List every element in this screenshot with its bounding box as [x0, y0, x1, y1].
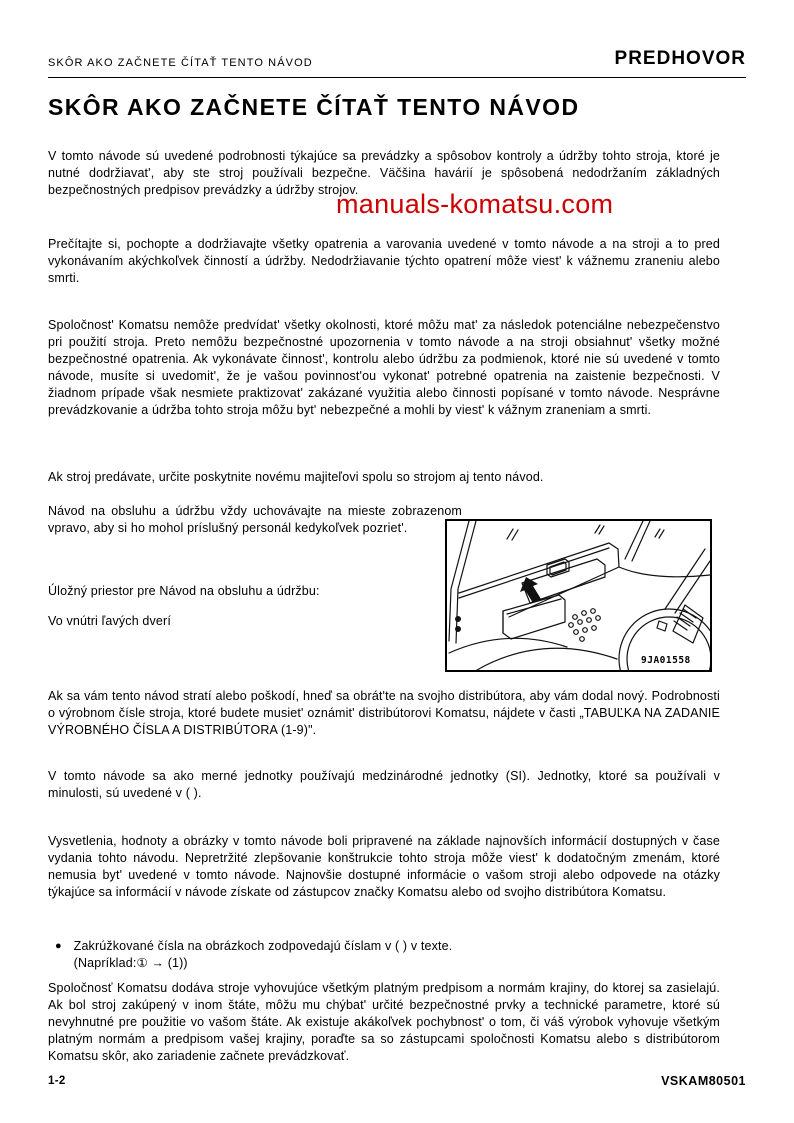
bullet-note [48, 938, 720, 972]
bullet-icon: ● [55, 940, 62, 952]
paragraph-read-warnings: Prečítajte si, pochopte a dodržiavajte všetky opatrenia a varovania uvedené v tomto návode a na stroji a to pred vykonávaním akýchkoľvek činností a údržby. Nedodržiavanie týchto opatrení môže viest' k vážnemu zraneniu alebo smrti. [48, 237, 720, 285]
storage-pointer-arrow-icon [520, 577, 541, 603]
paragraph-explanations: Vysvetlenia, hodnoty a obrázky v tomto návode boli pripravené na základe najnovších informácií dostupných v čase vydania tohto návodu. Nepretržité zlepšovanie konštrukcie tohto stroja môže viest' k dodatočným zmenám, ktoré nemusia byt' uvedené v tomto návode. Najnovšie dostupné informácie o vašom stroji alebo odpovede na otázky týkajúce sa informácií v návode získate od zástupcov značky Komatsu alebo od svojho distribútora Komatsu. [48, 834, 720, 899]
footer-document-code: VSKAM80501 [661, 1074, 746, 1088]
header-section-title: SKÔR AKO ZAČNETE ČÍTAŤ TENTO NÁVOD [48, 57, 313, 69]
watermark-text: manuals-komatsu.com [336, 189, 614, 219]
bullet-text: Zakrúžkované čísla na obrázkoch zodpovedajú číslam v ( ) v texte. [73, 939, 453, 953]
header-chapter-title: PREDHOVOR [614, 48, 746, 69]
page-title: SKÔR AKO ZAČNETE ČÍTAŤ TENTO NÁVOD [48, 94, 580, 120]
bullet-example: (Napríklad:① → (1)) [73, 956, 188, 970]
cab-interior-illustration [447, 521, 710, 670]
paragraph-cannot-predict: Spoločnost' Komatsu nemôže predvídat' všetky okolnosti, ktoré môžu mat' za následok potenciálne nebezpečenstvo pri použití stroja. Preto nemôžu bezpečnostné upozornenia v tomto návode a na stroji obsiahnut' všetky možné bezpečnostné opatrenia. Ak vykonávate činnost', kontrolu alebo údržbu za podmienok, ktoré nie sú uvedené v tomto návode, musíte si uvedomit', že je vašou povinnost'ou vykonat' potrebné opatrenia na zaistenie bezpečnosti. V žiadnom prípade však nesmiete praktizovat' zakázané využitia alebo činnosti popísané v tomto návode. Nesprávne prevádzkovanie a údržba tohto stroja môžu byt' nebezpečné a mohli by viest' k vážnym zraneniam a smrti. [48, 318, 720, 417]
figure-code: 9JA01558 [641, 655, 691, 666]
paragraph-sell-machine: Ak stroj predávate, určite poskytnite novému majiteľovi spolu so strojom aj tento návod. [48, 470, 544, 484]
paragraph-si-units: V tomto návode sa ako merné jednotky používajú medzinárodné jednotky (SI). Jednotky, ktoré sa používali v minulosti, sú uvedené v ( ). [48, 769, 720, 800]
paragraph-regulations: Spoločnosť Komatsu dodáva stroje vyhovujúce všetkým platným predpisom a normám krajiny, do ktorej sa zasielajú. Ak bol stroj zakúpený v inom štáte, môžu mu chýbat' určité bezpečnostné prvky a technické parametre, ktoré sú nevyhnutné pre použitie vo vašom štáte. Ak existuje akákoľvek pochybnost' o tom, či váš výrobok vyhovuje všetkým platným normám a predpisom vašej krajiny, poraďte sa so zástupcami spoločnosti Komatsu alebo s distribútorom Komatsu skôr, ako zariadenie začnete prevádzkovať. [48, 981, 720, 1063]
paragraph-lost-manual: Ak sa vám tento návod stratí alebo poškodí, hneď sa obrát'te na svojho distribútora, aby vám dodal nový. Podrobnosti o výrobnom čísle stroja, ktoré budete musiet' oznámit' distribútorovi Komatsu, nájdete v časti „TABUĽKA NA ZADANIE VÝROBNÉHO ČÍSLA A DISTRIBÚTORA (1-9)". [48, 689, 720, 737]
paragraph-keep-manual: Návod na obsluhu a údržbu vždy uchovávajte na mieste zobrazenom vpravo, aby si ho mohol príslušný personál kedykoľvek pozriet'. [48, 504, 462, 535]
paragraph-intro: V tomto návode sú uvedené podrobnosti týkajúce sa prevádzky a spôsobov kontroly a údržby tohto stroja, ktoré je nutné dodržiavat', aby ste stroj používali bezpečne. Väčšina havárií je spôsobená nedodržaním základných bezpečnostných predpisov prevádzky a údržby strojov. [48, 149, 720, 197]
cab-interior-figure [445, 519, 712, 672]
storage-title: Úložný priestor pre Návod na obsluhu a údržbu: [48, 584, 320, 598]
storage-location: Vo vnútri ľavých dverí [48, 614, 171, 628]
footer-page-number: 1-2 [48, 1075, 66, 1087]
header-rule [48, 77, 746, 78]
